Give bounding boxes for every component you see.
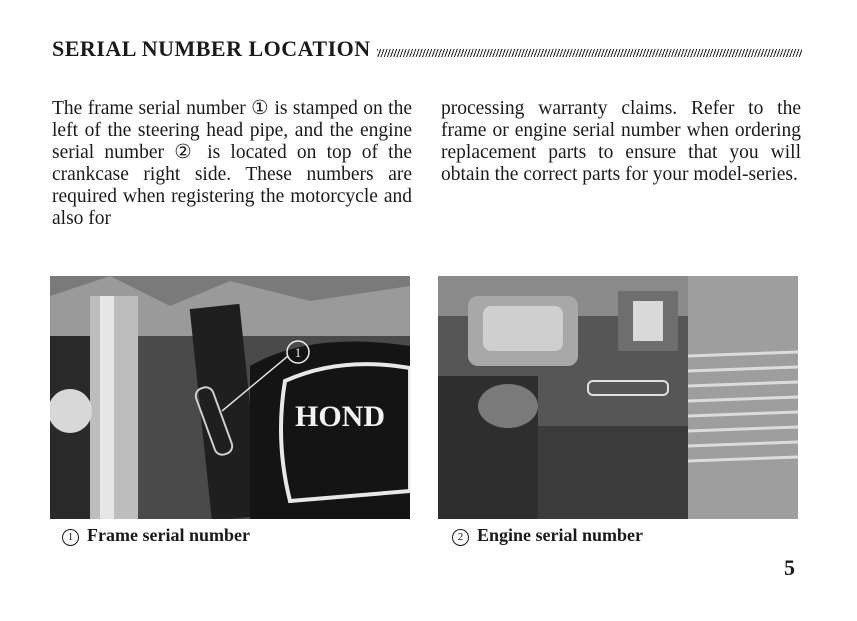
frame-serial-photo: [50, 276, 410, 519]
page-title: SERIAL NUMBER LOCATION: [52, 36, 371, 61]
page-number: 5: [784, 555, 795, 580]
body-text-right: processing warranty claims. Refer to the frame or engine serial number when ordering replacement parts to ensure that you will obtain the correct parts for your model-series.: [441, 98, 801, 185]
body-text-left: The frame serial number ① is stamped on the left of the steering head pipe, and the engine serial number ② is located on top of the crankcase right side. These numbers are required when registering the motorcycle and also for: [52, 98, 412, 229]
caption-text: Frame serial number: [87, 525, 250, 545]
circled-number-icon: 2: [452, 529, 469, 546]
figure-1-marker: 1: [294, 345, 302, 360]
section-heading: [52, 36, 802, 62]
circled-number-icon: 1: [62, 529, 79, 546]
engine-serial-photo: [438, 276, 798, 519]
heading-rule: [377, 49, 802, 57]
caption-text: Engine serial number: [477, 525, 644, 545]
engine-serial-caption: [452, 525, 643, 546]
frame-serial-caption: [62, 525, 250, 546]
tank-logo-text: HOND: [295, 400, 385, 433]
